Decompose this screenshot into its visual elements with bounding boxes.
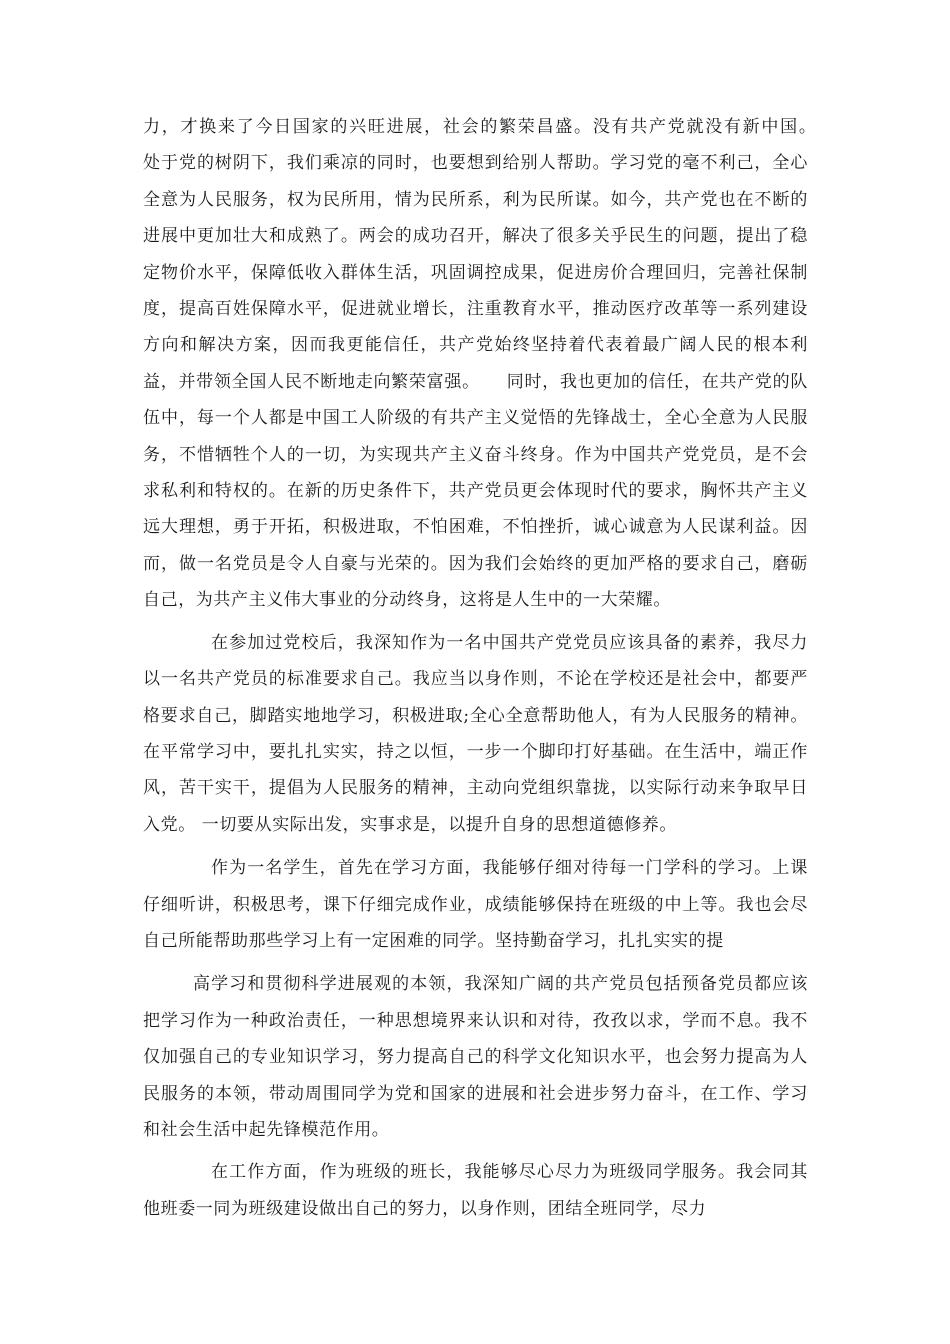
paragraph-2: 在参加过党校后，我深知作为一名中国共产党党员应该具备的素养，我尽力以一名共产党员的标准要求自己。我应当以身作则，不论在学校还是社会中，都要严格要求自己，脚踏实地地学习，积极进取;全心全意帮助他人，有为人民服务的精神。在平常学习中，要扎扎实实，持之以恒，一步一个脚印打好基础。在生活中，端正作风，苦干实干，提倡为人民服务的精神，主动向党组织靠拢，以实际行动来争取早日入党。 一切要从实际出发，实事求是，以提升自身的思想道德修养。 (143, 632, 808, 835)
paragraph-1: 力，才换来了今日国家的兴旺进展，社会的繁荣昌盛。没有共产党就没有新中国。 处于党的树阴下，我们乘凉的同时，也要想到给别人帮助。学习党的毫不利己，全心全意为人民服务，权为民所用，情为民所系，利为民所谋。如今，共产党也在不断的进展中更加壮大和成熟了。两会的成功召开，解决了很多关乎民生的问题，提出了稳定物价水平，保障低收入群体生活，巩固调控成果，促进房价合理回归，完善社保制度，提高百姓保障水平，促进就业增长，注重教育水平，推动医疗改革等一系列建设方向和解决方案，因而我更能信任，共产党始终坚持着代表着最广阔人民的根本利益，并带领全国人民不断地走向繁荣富强。 同时，我也更加的信任，在共产党的队伍中，每一个人都是中国工人阶级的有共产主义觉悟的先锋战士，全心全意为人民服务，不惜牺牲个人的一切，为实现共产主义奋斗终身。作为中国共产党党员，是不会求私利和特权的。在新的历史条件下，共产党员更会体现时代的要求，胸怀共产主义远大理想，勇于开拓，积极进取，不怕困难，不怕挫折，诚心诚意为人民谋利益。因而，做一名党员是令人自豪与光荣的。因为我们会始终的更加严格的要求自己，磨砺自己，为共产主义伟大事业的分动终身，这将是人生中的一大荣耀。 (143, 117, 844, 611)
paragraph-5: 在工作方面，作为班级的班长，我能够尽心尽力为班级同学服务。我会同其他班委一同为班级建设做出自己的努力，以身作则，团结全班同学，尽力 (143, 1162, 808, 1219)
paragraph-4: 高学习和贯彻科学进展观的本领，我深知广阔的共产党员包括预备党员都应该把学习作为一种政治责任，一种思想境界来认识和对待，孜孜以求，学而不息。我不仅加强自己的专业知识学习，努力提高自己的科学文化知识水平，也会努力提高为人民服务的本领，带动周围同学为党和国家的进展和社会进步努力奋斗，在工作、学习和社会生活中起先锋模范作用。 (143, 974, 808, 1140)
paragraph-3: 作为一名学生，首先在学习方面，我能够仔细对待每一门学科的学习。上课仔细听讲，积极思考，课下仔细完成作业，成绩能够保持在班级的中上等。我也会尽自己所能帮助那些学习上有一定困难的同学。坚持勤奋学习，扎扎实实的提 (143, 858, 808, 951)
document-page (143, 109, 844, 1227)
